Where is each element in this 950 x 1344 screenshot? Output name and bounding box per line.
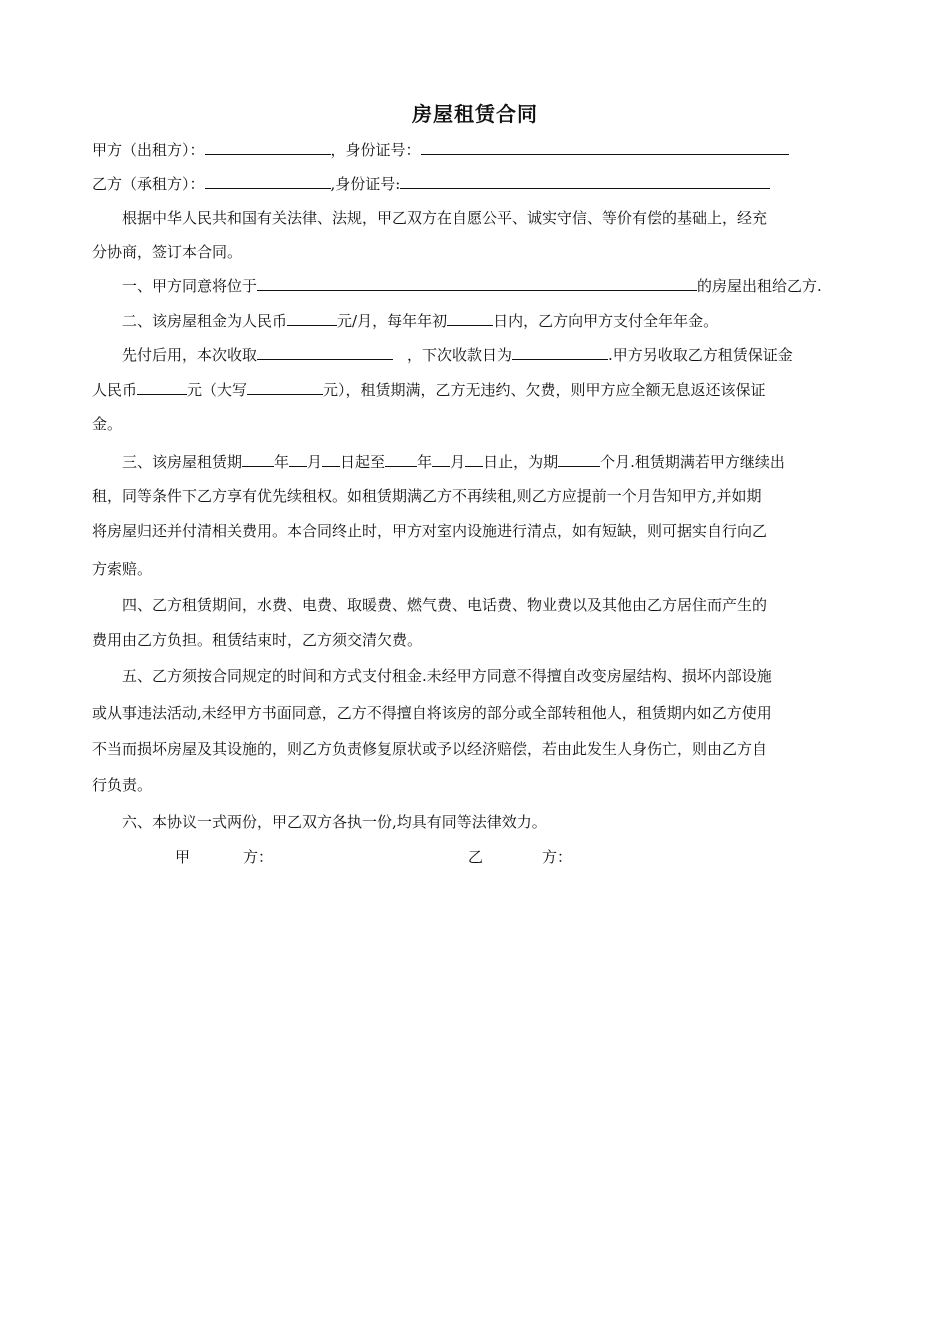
clause-3-text-a6: 月 bbox=[450, 453, 466, 471]
clause-5-line-4: 行负责。 bbox=[92, 776, 153, 794]
payment-days-blank[interactable] bbox=[447, 310, 493, 326]
end-day-blank[interactable] bbox=[465, 451, 483, 467]
party-b-line bbox=[92, 173, 862, 194]
intro-line-1: 根据中华人民共和国有关法律、法规，甲乙双方在自愿公平、诚实守信、等价有偿的基础上，经充 bbox=[122, 209, 768, 227]
start-year-blank[interactable] bbox=[242, 451, 274, 467]
clause-6: 六、本协议一式两份，甲乙双方各执一份,均具有同等法律效力。 bbox=[122, 813, 547, 831]
party-a-signature-label-1: 甲 bbox=[175, 848, 191, 866]
party-b-id-blank[interactable] bbox=[400, 173, 770, 189]
clause-3-text-a5: 年 bbox=[417, 453, 433, 471]
clause-2-text-c2: 元（大写 bbox=[187, 381, 248, 399]
intro-line-2: 分协商，签订本合同。 bbox=[92, 243, 243, 261]
start-day-blank[interactable] bbox=[322, 451, 340, 467]
clause-3-text-a3: 月 bbox=[307, 453, 323, 471]
clause-5-line-1: 五、乙方须按合同规定的时间和方式支付租金.未经甲方同意不得擅自改变房屋结构、损坏内部设施 bbox=[122, 667, 772, 685]
document-title: 房屋租赁合同 bbox=[412, 102, 538, 126]
clause-3-text-a1: 三、该房屋租赁期 bbox=[122, 453, 243, 471]
deposit-amount-blank[interactable] bbox=[137, 379, 187, 395]
party-a-label: 甲方（出租方）： bbox=[92, 141, 205, 159]
property-address-blank[interactable] bbox=[257, 275, 697, 291]
clause-3-text-a4: 日起至 bbox=[340, 453, 386, 471]
clause-3-text-a8: 个月.租赁期满若甲方继续出 bbox=[600, 453, 785, 471]
monthly-rent-blank[interactable] bbox=[287, 310, 337, 326]
next-payment-date-blank[interactable] bbox=[512, 344, 608, 360]
deposit-capital-blank[interactable] bbox=[247, 379, 323, 395]
clause-5-line-2: 或从事违法活动,未经甲方书面同意，乙方不得擅自将该房的部分或全部转租他人，租赁期内如乙方使用 bbox=[92, 704, 772, 722]
party-b-signature-label-2: 方： bbox=[542, 848, 573, 866]
party-b-name-blank[interactable] bbox=[205, 173, 331, 189]
clause-3-line-2: 租，同等条件下乙方享有优先续租权。如租赁期满乙方不再续租,则乙方应提前一个月告知甲方,并如期 bbox=[92, 487, 762, 505]
start-month-blank[interactable] bbox=[289, 451, 307, 467]
clause-4-line-2: 费用由乙方负担。租赁结束时，乙方须交清欠费。 bbox=[92, 631, 423, 649]
clause-2-text-c3: 元），租赁期满，乙方无违约、欠费，则甲方应全额无息返还该保证 bbox=[323, 381, 766, 399]
clause-1-suffix: 的房屋出租给乙方. bbox=[697, 277, 822, 295]
party-b-label: 乙方（承租方）： bbox=[92, 175, 205, 193]
clause-2-text-b3: .甲方另收取乙方租赁保证金 bbox=[608, 346, 793, 364]
party-b-signature-label-1: 乙 bbox=[468, 848, 484, 866]
clause-5-line-3: 不当而损坏房屋及其设施的，则乙方负责修复原状或予以经济赔偿，若由此发生人身伤亡，则由乙方自 bbox=[92, 740, 768, 758]
clause-1 bbox=[92, 275, 892, 296]
party-a-id-blank[interactable] bbox=[421, 139, 789, 155]
clause-3-line-1 bbox=[92, 451, 892, 472]
end-year-blank[interactable] bbox=[385, 451, 417, 467]
party-a-id-label: ，身份证号： bbox=[330, 141, 421, 159]
clause-2-line-3 bbox=[92, 379, 862, 400]
party-a-line bbox=[92, 139, 862, 160]
clause-3-text-a2: 年 bbox=[274, 453, 290, 471]
clause-2-line-1 bbox=[92, 310, 892, 331]
clause-2-text-a1: 二、该房屋租金为人民币 bbox=[122, 312, 288, 330]
party-a-name-blank[interactable] bbox=[205, 139, 331, 155]
clause-4-line-1: 四、乙方租赁期间，水费、电费、取暖费、燃气费、电话费、物业费以及其他由乙方居住而产生的 bbox=[122, 596, 768, 614]
clause-3-line-3: 将房屋归还并付清相关费用。本合同终止时，甲方对室内设施进行清点，如有短缺，则可据实自行向乙 bbox=[92, 522, 768, 540]
end-month-blank[interactable] bbox=[432, 451, 450, 467]
clause-2-text-a2: 元/月，每年年初 bbox=[337, 312, 448, 330]
clause-2-text-c1: 人民币 bbox=[92, 381, 138, 399]
clause-3-text-a7: 日止，为期 bbox=[483, 453, 559, 471]
party-b-id-label: ,身份证号: bbox=[330, 175, 401, 193]
clause-2-line-2 bbox=[92, 344, 892, 365]
clause-2-text-a3: 日内，乙方向甲方支付全年年金。 bbox=[493, 312, 719, 330]
clause-1-prefix: 一、甲方同意将位于 bbox=[122, 277, 258, 295]
clause-3-line-4: 方索赔。 bbox=[92, 560, 153, 578]
lease-months-blank[interactable] bbox=[558, 451, 600, 467]
party-a-signature-label-2: 方： bbox=[243, 848, 274, 866]
clause-2-text-b2: ，下次收款日为 bbox=[407, 346, 513, 364]
clause-2-line-4: 金。 bbox=[92, 415, 123, 433]
clause-2-text-b1: 先付后用，本次收取 bbox=[122, 346, 258, 364]
amount-collected-blank[interactable] bbox=[257, 344, 393, 360]
